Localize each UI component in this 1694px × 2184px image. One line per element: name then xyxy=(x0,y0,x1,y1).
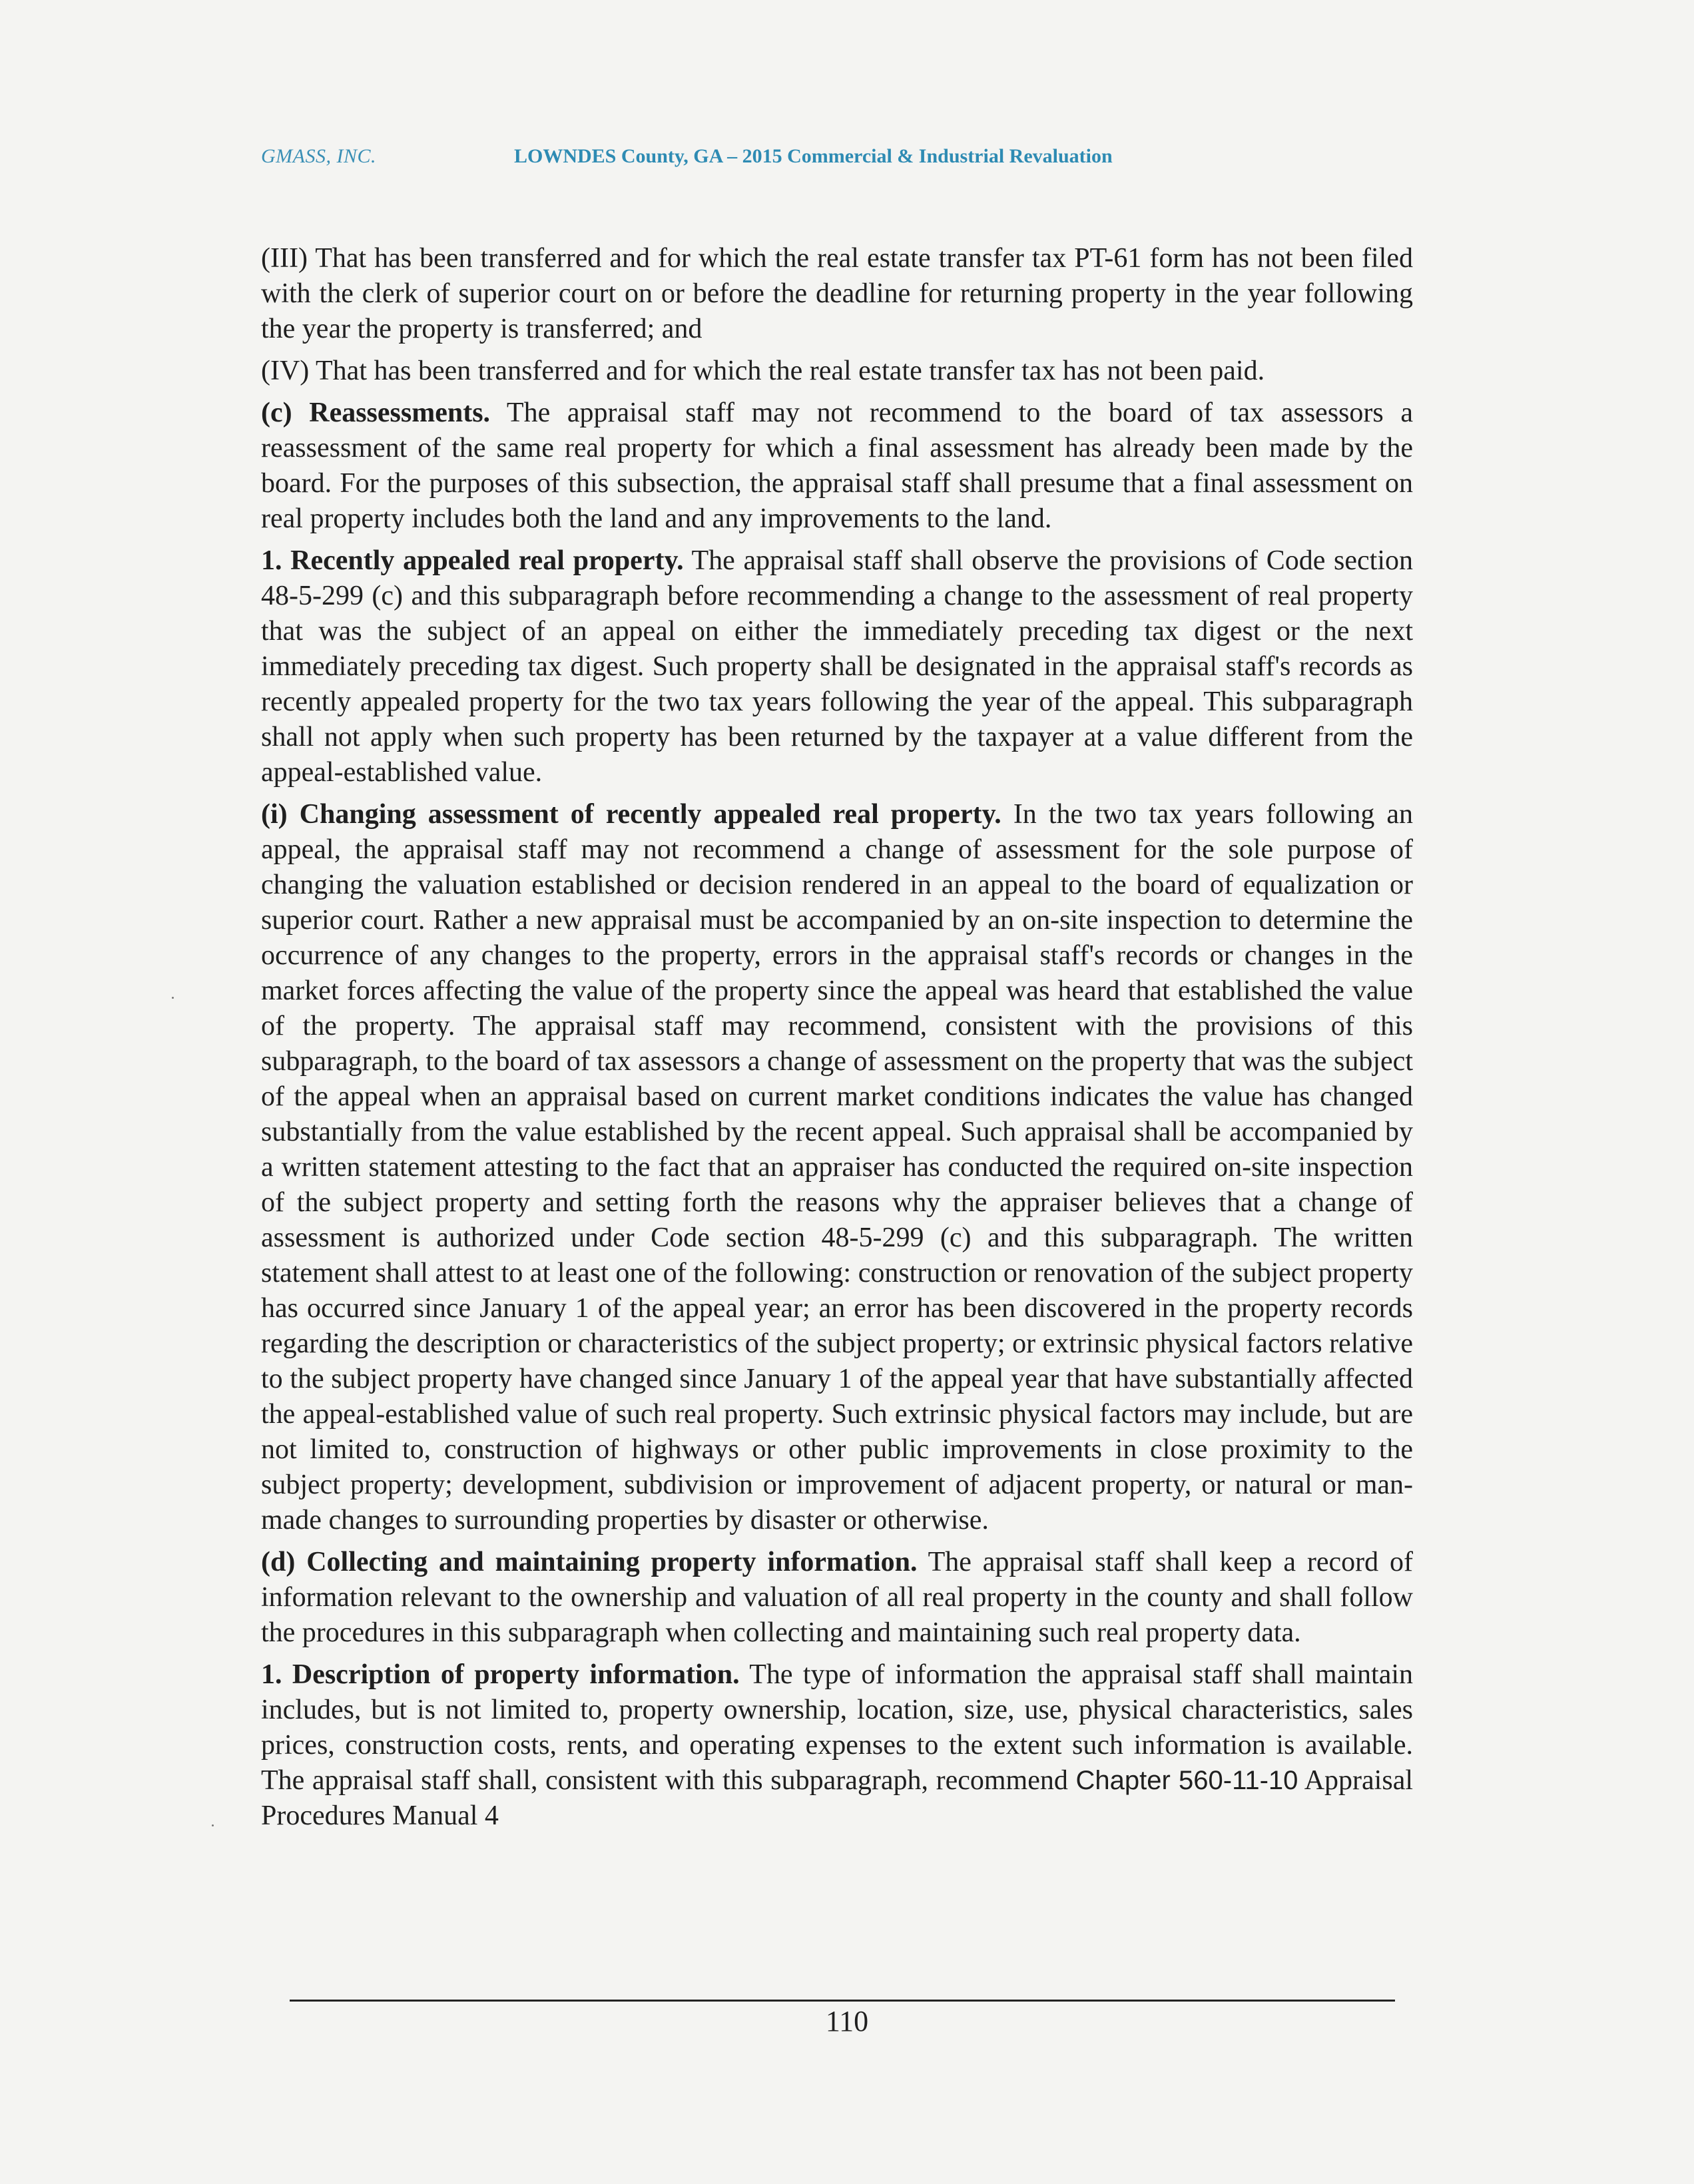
paragraph-iv-text: (IV) That has been transferred and for which the real estate transfer tax has not been paid. xyxy=(261,356,1265,386)
text-collecting-info: The appraisal staff shall keep a record of information relevant to the ownership and valuation of all real property in the county and shall follow the procedures in this subparagraph when collecting and maintaining such real property data. xyxy=(261,1547,1413,1648)
heading-reassessments: (c) Reassessments. xyxy=(261,398,491,428)
heading-changing-assessment: (i) Changing assessment of recently appealed real property. xyxy=(261,799,1001,830)
header-company: GMASS, INC. xyxy=(261,145,376,167)
paragraph-iv xyxy=(261,354,1413,389)
text-changing-assessment: In the two tax years following an appeal, the appraisal staff may not recommend a change of assessment for the sole purpose of changing the valuation established or decision rendered in an appeal to the board of equalization or superior court. Rather a new appraisal must be accompanied by an on-site inspection to determine the occurrence of any changes to the property, errors in the appraisal staff's records or changes in the market forces affecting the value of the property since the appeal was heard that established the value of the property. The appraisal staff may recommend, consistent with the provisions of this subparagraph, to the board of tax assessors a change of assessment on the property that was the subject of the appeal when an appraisal based on current market conditions indicates the value has changed substantially from the value established by the recent appeal. Such appraisal shall be accompanied by a written statement attesting to the fact that an appraiser has conducted the required on-site inspection of the subject property and setting forth the reasons why the appraiser believes that a change of assessment is authorized under Code section 48-5-299 (c) and this subparagraph. The written statement shall attest to at least one of the following: construction or renovation of the subject property has occurred since January 1 of the appeal year; an error has been discovered in the property records regarding the description or characteristics of the subject property; or extrinsic physical factors relative to the subject property have changed since January 1 of the appeal year that have substantially affected the appeal-established value of such real property. Such extrinsic physical factors may include, but are not limited to, construction of highways or other public improvements in close proximity to the subject property; development, subdivision or improvement of adjacent property, or natural or man-made changes to surrounding properties by disaster or otherwise. xyxy=(261,799,1414,1535)
paragraph-iii xyxy=(261,241,1413,347)
text-recently-appealed: The appraisal staff shall observe the provisions of Code section 48-5-299 (c) and this subparagraph before recommending a change to the assessment of real property that was the subject of an appeal on either the immediately preceding tax digest or the next immediately preceding tax digest. Such property shall be designated in the appraisal staff's records as recently appealed property for the two tax years following the year of the appeal. This subparagraph shall not apply when such property has been returned by the taxpayer at a value different from the appeal-established value. xyxy=(261,545,1413,788)
page-header xyxy=(261,145,1460,174)
paragraph-changing-assessment xyxy=(261,797,1413,1538)
footer-rule xyxy=(290,2000,1395,2002)
scan-speck xyxy=(172,997,174,999)
header-title: LOWNDES County, GA – 2015 Commercial & Industrial Revaluation xyxy=(514,145,1113,167)
paragraph-iii-text: (III) That has been transferred and for which the real estate transfer tax PT-61 form has not been filed with the clerk of superior court on or before the deadline for returning property in the year following the year the property is transferred; and xyxy=(261,243,1413,344)
chapter-reference: Chapter 560-11-10 xyxy=(1075,1766,1298,1795)
manual-reference: Appraisal Procedures Manual 4 xyxy=(261,1765,1414,1831)
paragraph-recently-appealed xyxy=(261,543,1413,790)
paragraph-reassessments xyxy=(261,396,1413,537)
page-number: 110 xyxy=(825,2005,869,2038)
text-description-info: The type of information the appraisal staff shall maintain includes, but is not limited to, property ownership, location, size, use, physical characteristics, sales prices, construction costs, rents, and operating expenses to the extent such information is available. The appraisal staff shall, consistent with this subparagraph, recommend xyxy=(261,1659,1413,1796)
heading-description-info: 1. Description of property information. xyxy=(261,1659,740,1690)
body-text xyxy=(261,241,1413,1840)
heading-recently-appealed: 1. Recently appealed real property. xyxy=(261,545,684,576)
text-reassessments: The appraisal staff may not recommend to the board of tax assessors a reassessment of the same real property for which a final assessment has already been made by the board. For the purposes of this subsection, the appraisal staff shall presume that a final assessment on real property includes both the land and any improvements to the land. xyxy=(261,398,1413,534)
scan-speck xyxy=(212,1824,214,1826)
heading-collecting-info: (d) Collecting and maintaining property information. xyxy=(261,1547,918,1577)
paragraph-description-info xyxy=(261,1657,1413,1834)
paragraph-collecting-info xyxy=(261,1545,1413,1651)
